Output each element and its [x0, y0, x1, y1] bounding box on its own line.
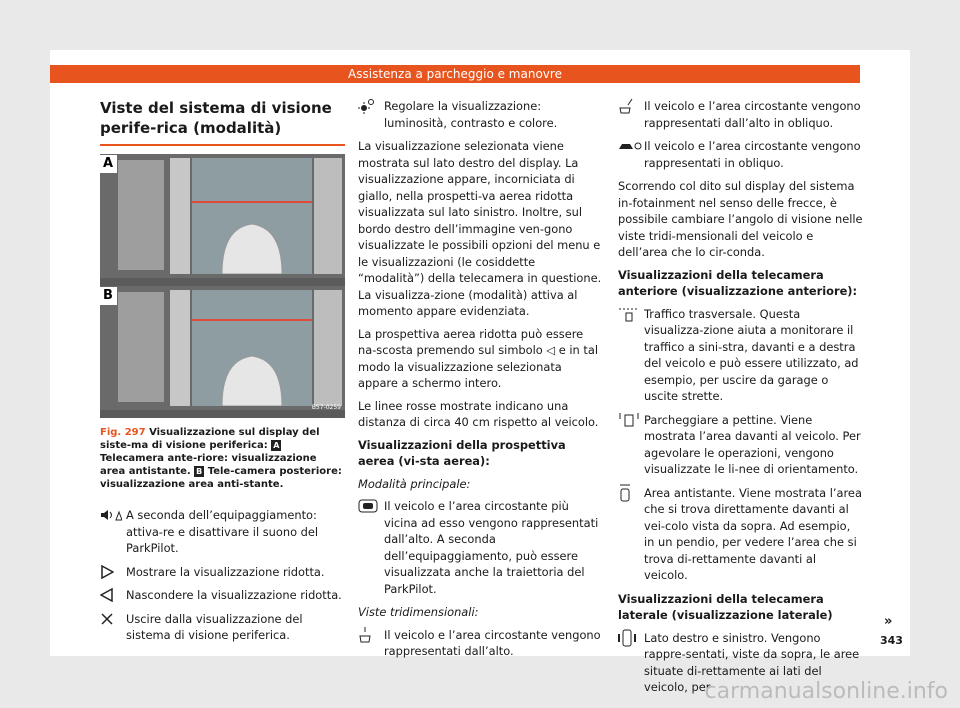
caption-part-b: Tele-camera posteriore: visualizzazione area anti-stante.	[100, 466, 342, 490]
subheading-italic: Viste tridimensionali:	[358, 605, 479, 619]
parking-comb-icon	[618, 412, 644, 428]
watermark: carmanualsonline.info	[704, 679, 948, 704]
list-item: Il veicolo e l’area circostante più vicina ad esso vengono rappresentati dall’alto. A seconda dell’equipaggiamento, può essere visualizzata anche la traiettoria del ParkPilot.	[358, 498, 603, 597]
mode-options-b	[314, 290, 342, 406]
figure-label-b: B	[99, 287, 117, 305]
list-item: Il veicolo e l’area circostante vengono rappresentati in obliquo.	[618, 138, 863, 171]
figure-number: Fig. 297	[100, 427, 146, 438]
camera-view-b	[192, 290, 312, 406]
mini-aerial-view	[118, 160, 164, 270]
list-item: Lato destro e sinistro. Vengono rappre-sentati, viste da sopra, le aree situate di-rettamente ai lati del veicolo, per	[618, 630, 863, 696]
car-side-icon	[618, 138, 644, 154]
page-number: 343	[880, 634, 903, 647]
list-item: Il veicolo e l’area circostante vengono rappresentati dall’alto.	[358, 627, 603, 660]
play-icon	[100, 564, 126, 580]
front-area-icon	[618, 485, 644, 501]
list-item: Traffico trasversale. Questa visualizza-zione aiuta a monitorare il traffico a sini-stra, davanti e a destra del veicolo e può essere utilizzato, ad esempio, per uscire da garage o uscite strette.	[618, 306, 863, 405]
caption-part-a: Telecamera ante-riore: visualizzazione area antistante.	[100, 453, 317, 477]
mode-options	[314, 158, 342, 274]
figure-297	[100, 154, 345, 418]
car-rear-illustration	[192, 290, 312, 406]
figure-caption	[100, 426, 345, 491]
list-item: Il veicolo e l’area circostante vengono rappresentati dall’alto in obliquo.	[618, 98, 863, 131]
list-item: Regolare la visualizzazione: luminosità, contrasto e colore.	[358, 98, 603, 131]
paragraph: Le linee rosse mostrate indicano una distanza di circa 40 cm rispetto al veicolo.	[358, 398, 599, 429]
camera-view	[192, 158, 312, 274]
list-item: Mostrare la visualizzazione ridotta.	[100, 564, 345, 581]
subheading-italic: Modalità principale:	[358, 476, 471, 491]
paragraph: La visualizzazione selezionata viene mostrata sul lato destro del display. La visualizzazione appare, incorniciata di giallo, nella prospetti-va aerea ridotta visualizzata sul lato sinistro. Inoltre, sul bordo destro dell’immagine ven-gono visualizzate le possibili opzioni del menu e le visualizzazioni (le cosiddette “modalità”) della telecamera in questione. La visualizza-zione (modalità) attiva al momento appare evidenziata.	[358, 139, 602, 318]
car-top-icon	[358, 498, 384, 514]
back-icon	[100, 587, 126, 603]
list-item: Uscire dalla visualizzazione del sistema di visione periferica.	[100, 611, 345, 644]
caption-text: Visualizzazione sul display del siste-ma di visione periferica:	[100, 427, 320, 451]
sound-icon	[100, 507, 126, 523]
section-title: Viste del sistema di visione perife-rica (modalità)	[100, 99, 332, 137]
side-bar-b	[170, 290, 190, 406]
subheading: Visualizzazioni della telecamera anteriore (visualizzazione anteriore):	[618, 267, 858, 298]
panel-b	[100, 286, 345, 410]
title-rule	[100, 144, 345, 146]
subheading: Visualizzazioni della telecamera laterale (visualizzazione laterale)	[618, 591, 833, 622]
figure-code: B57-0259	[311, 403, 341, 411]
continue-mark: »	[884, 614, 893, 629]
panel-a	[100, 154, 345, 278]
column-right	[618, 98, 863, 703]
car-front-illustration	[192, 158, 312, 274]
brightness-icon	[358, 98, 384, 114]
list-item: A seconda dell’equipaggiamento: attiva-re e disattivare il suono del ParkPilot.	[100, 507, 345, 557]
paragraph: Scorrendo col dito sul display del sistema in-fotainment nel senso delle frecce, è possibile cambiare l’angolo di visione nelle viste tridi-mensionali del veicolo e dell’area che lo cir-conda.	[618, 179, 863, 259]
figure-label-a: A	[99, 155, 117, 173]
subheading: Visualizzazioni della prospettiva aerea (vi-sta aerea):	[358, 437, 566, 468]
car-above-icon	[358, 627, 384, 643]
car-oblique-icon	[618, 98, 644, 114]
column-left	[100, 98, 345, 651]
key-b: B	[196, 466, 203, 476]
key-a: A	[273, 440, 280, 450]
list-item: Area antistante. Viene mostrata l’area che si trova direttamente davanti al vei-colo vista da sopra. Ad esempio, in un pendio, per vedere l’area che si trova di-rettamente davanti al veicolo.	[618, 485, 863, 584]
side-bar	[170, 158, 190, 274]
cross-traffic-icon	[618, 306, 644, 322]
list-item: Nascondere la visualizzazione ridotta.	[100, 587, 345, 604]
column-middle	[358, 98, 603, 667]
paragraph: La prospettiva aerea ridotta può essere na-scosta premendo sul simbolo ◁ e in tal modo la visualizzazione selezionata appare a schermo intero.	[358, 326, 599, 390]
side-cam-icon	[618, 630, 644, 646]
page-header: Assistenza a parcheggio e manovre	[50, 65, 860, 83]
close-icon	[100, 611, 126, 627]
mini-aerial-view-b	[118, 292, 164, 402]
list-item: Parcheggiare a pettine. Viene mostrata l’area davanti al veicolo. Per agevolare le operazioni, vengono visualizzate le li-nee di orientamento.	[618, 412, 863, 478]
